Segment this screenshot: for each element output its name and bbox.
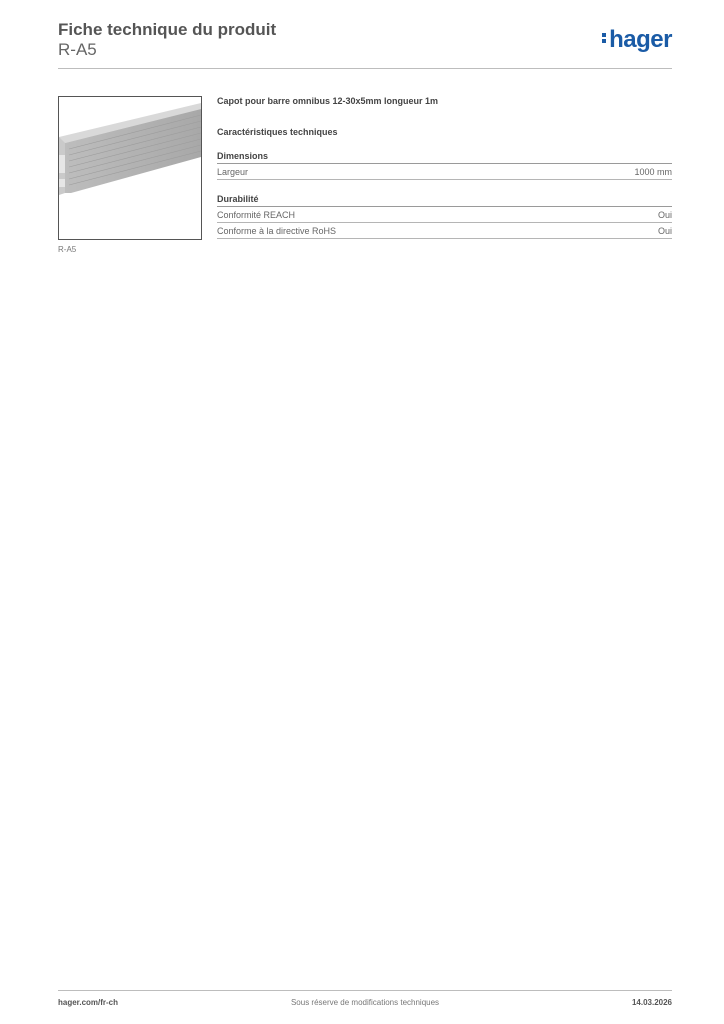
page-header — [58, 20, 672, 60]
spec-group-title-durabilite: Durabilité — [217, 194, 672, 207]
product-description: Capot pour barre omnibus 12-30x5mm longueur 1m — [217, 96, 439, 106]
product-image — [58, 96, 202, 240]
spec-value: 1000 mm — [634, 167, 672, 177]
specs-section-title: Caractéristiques techniques — [217, 127, 338, 137]
footer-website-link[interactable]: hager.com/fr-ch — [58, 998, 119, 1007]
spec-label: Largeur — [217, 167, 249, 177]
spec-value: Oui — [657, 226, 672, 236]
spec-group-title-dimensions: Dimensions — [217, 151, 672, 164]
page-title: Fiche technique du produit — [58, 20, 277, 39]
spec-row — [217, 223, 672, 239]
header-divider — [58, 68, 672, 69]
spec-value: Oui — [657, 210, 672, 220]
busbar-cover-illustration — [59, 97, 201, 239]
footer-disclaimer: Sous réserve de modifications techniques — [290, 998, 440, 1007]
product-details — [217, 96, 672, 239]
spec-row — [217, 164, 672, 180]
footer-divider — [58, 990, 672, 991]
logo-text: hager — [609, 26, 672, 53]
spec-label: Conformité REACH — [217, 210, 296, 220]
spec-label: Conforme à la directive RoHS — [217, 226, 337, 236]
logo-colon-icon — [602, 31, 607, 45]
product-reference: R-A5 — [58, 40, 97, 59]
hager-logo — [602, 26, 672, 54]
spec-row — [217, 207, 672, 223]
footer-date: 14.03.2026 — [631, 998, 672, 1007]
image-caption: R-A5 — [58, 245, 77, 254]
